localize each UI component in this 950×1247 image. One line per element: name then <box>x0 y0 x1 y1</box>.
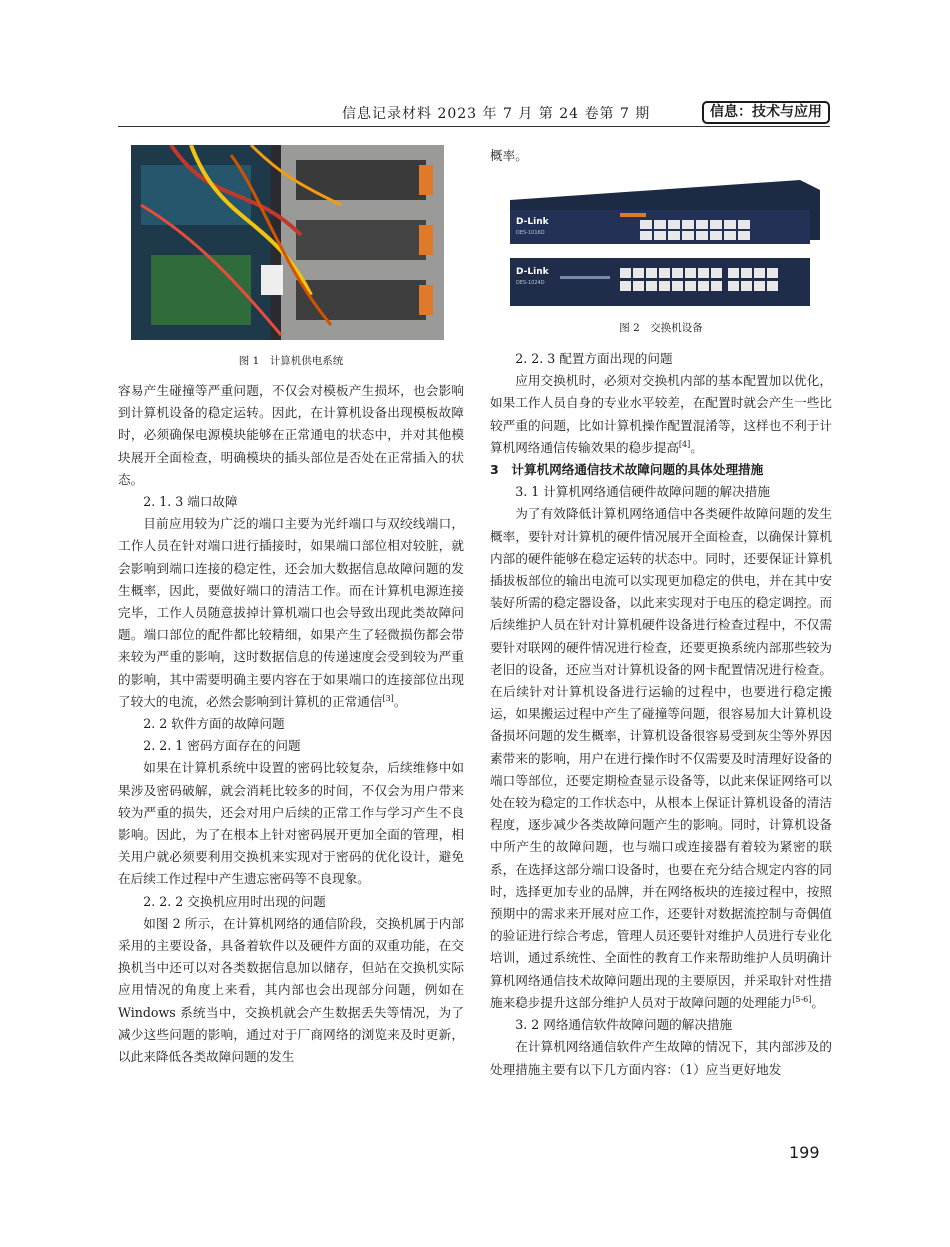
left-column <box>118 380 464 1068</box>
journal-header: 信息记录材料 2023 年 7 月 第 24 卷第 7 期 <box>342 106 651 122</box>
right-paragraph-1 <box>490 370 832 459</box>
right-top-text: 概率。 <box>490 148 528 163</box>
right-paragraph-2-end: 。 <box>811 994 824 1010</box>
section-badge: 信息：技术与应用 <box>702 101 830 124</box>
left-paragraph-2-text: 目前应用较为广泛的端口主要为光纤端口与双绞线端口，工作人员在针对端口进行插接时，如果端口部位相对较脏，就会影响到端口连接的稳定性，还会加大数据信息故障问题的发生概率，因此，要做好端口的清洁工作。而在计算机电源连接完毕，工作人员随意拔掉计算机端口也会导致出现此类故障问题。端口部位的配件都比较精细，如果产生了轻微损伤都会带来较为严重的影响，这时数据信息的传递速度会受到较为严重的影响，其中需要明确主要内容在于如果端口的连接部位出现了较大的电流，必然会影响到计算机的正常通信 <box>118 516 464 709</box>
left-paragraph-2 <box>118 513 464 713</box>
header-rule <box>118 126 830 127</box>
heading-3-1: 3. 1 计算机网络通信硬件故障问题的解决措施 <box>515 484 770 500</box>
heading-2-2-2: 2. 2. 2 交换机应用时出现的问题 <box>143 893 326 909</box>
switch-model-top: DES-1016D <box>516 230 545 236</box>
heading-3-2: 3. 2 网络通信软件故障问题的解决措施 <box>515 1017 733 1033</box>
citation-4: [4] <box>678 439 691 449</box>
switch-model-bottom: DES-1024D <box>516 280 545 286</box>
switch-brand-top: D-Link <box>516 217 549 227</box>
heading-2-2: 2. 2 软件方面的故障问题 <box>143 716 285 732</box>
heading-2-2-3: 2. 2. 3 配置方面出现的问题 <box>515 351 673 366</box>
left-paragraph-1: 容易产生碰撞等严重问题，不仅会对模板产生损坏，也会影响到计算机设备的稳定运转。因此，在计算机设备出现模板故障时，必须确保电源模块能够在正常通电的状态中，并对其他模块展开全面检查，明确模块的插头部位是否处在正常插入的状态。 <box>118 383 464 487</box>
left-paragraph-3: 如果在计算机系统中设置的密码比较复杂，后续维修中如果涉及密码破解，就会消耗比较多的时间，不仅会为用户带来较为严重的损失，还会对用户后续的正常工作与学习产生不良影响。因此，为了在根本上针对密码展开更加全面的管理，相关用户就必须要利用交换机来实现对于密码的优化设计，避免在后续工作过程中产生遗忘密码等不良现象。 <box>118 760 464 887</box>
left-paragraph-2-end: 。 <box>393 693 407 709</box>
right-paragraph-2-text: 为了有效降低计算机网络通信中各类硬件故障问题的发生概率，要针对计算机的硬件情况展开全面检查，以确保计算机内部的硬件能够在稳定运转的状态中。同时，还要保证计算机插拔板部位的输出电流可以实现更加稳定的供电，并在其中安装好所需的稳定器设备，以此来实现对于电压的稳定调控。而后续维护人员在针对计算机硬件设备进行检查过程中，不仅需要针对联网的硬件情况进行检查，还要更换系统内部那些较为老旧的设备，还应当对计算机设备的网卡配置情况进行检查。在后续针对计算机设备进行运输的过程中，也要进行稳定搬运，如果搬运过程中产生了碰撞等问题，很容易加大计算机设备损坏问题的发生概率，计算机设备很容易受到灰尘等外界因素带来的影响，用户在进行操作时不仅需要及时清理好设备的端口等部位，还要定期检查显示设备等，以此来保证网络可以处在较为稳定的工作状态中，从根本上保证计算机设备的清洁程度，逐步减少各类故障问题产生的影响。同时，计算机设备中所产生的故障问题，也与端口或连接器有着较为紧密的联系，在选择这部分端口设备时，也要在充分结合规定内容的同时，选择更加专业的品牌，并在网络板块的连接过程中，按照预期中的需求来开展对应工作，还要针对数据流控制与奇偶值的验证进行综合考虑，管理人员还要针对维护人员进行专业化培训，通过系统性、全面性的教育工作来帮助维护人员明确计算机网络通信技术故障问题出现的主要原因，并采取针对性措施来稳步提升这部分维护人员对于故障问题的处理能力 <box>490 506 832 1010</box>
page-number: 199 <box>789 1143 820 1162</box>
figure-2-switch-photo <box>500 180 820 310</box>
heading-2-2-1: 2. 2. 1 密码方面存在的问题 <box>143 738 301 754</box>
switch-brand-bottom: D-Link <box>516 267 549 277</box>
figure-2-caption: 图 2 交换机设备 <box>619 322 703 334</box>
right-paragraph-2 <box>490 503 832 1014</box>
figure-1-power-supply-photo <box>131 145 444 340</box>
heading-2-1-3: 2. 1. 3 端口故障 <box>143 494 238 510</box>
left-paragraph-4: 如图 2 所示，在计算机网络的通信阶段，交换机属于内部采用的主要设备，具备着软件以及硬件方面的双重功能，在交换机当中还可以对各类数据信息加以储存，但站在交换机实际应用情况的角度上来看，其内部也会出现部分问题，例如在 Windows 系统当中，交换机就会产生数据丢失等情况，为了减少这些问题的影响，通过对于厂商网络的浏览来及时更新，以此来降低各类故障问题的发生 <box>118 915 464 1065</box>
right-column <box>490 348 832 1081</box>
heading-3: 3 计算机网络通信技术故障问题的具体处理措施 <box>490 462 764 478</box>
right-paragraph-3: 在计算机网络通信软件产生故障的情况下，其内部涉及的处理措施主要有以下几方面内容：（1）应当更好地发 <box>490 1039 832 1077</box>
right-paragraph-1-end: 。 <box>690 439 703 455</box>
citation-3: [3] <box>382 693 394 703</box>
right-paragraph-1-text: 应用交换机时，必须对交换机内部的基本配置加以优化，如果工作人员自身的专业水平较差，在配置时就会产生一些比较严重的问题，比如计算机操作配置混淆等，这样也不利于计算机网络通信传输效果的稳步提高 <box>490 373 832 455</box>
figure-1-caption: 图 1 计算机供电系统 <box>238 355 344 367</box>
citation-5-6: [5-6] <box>792 994 812 1004</box>
